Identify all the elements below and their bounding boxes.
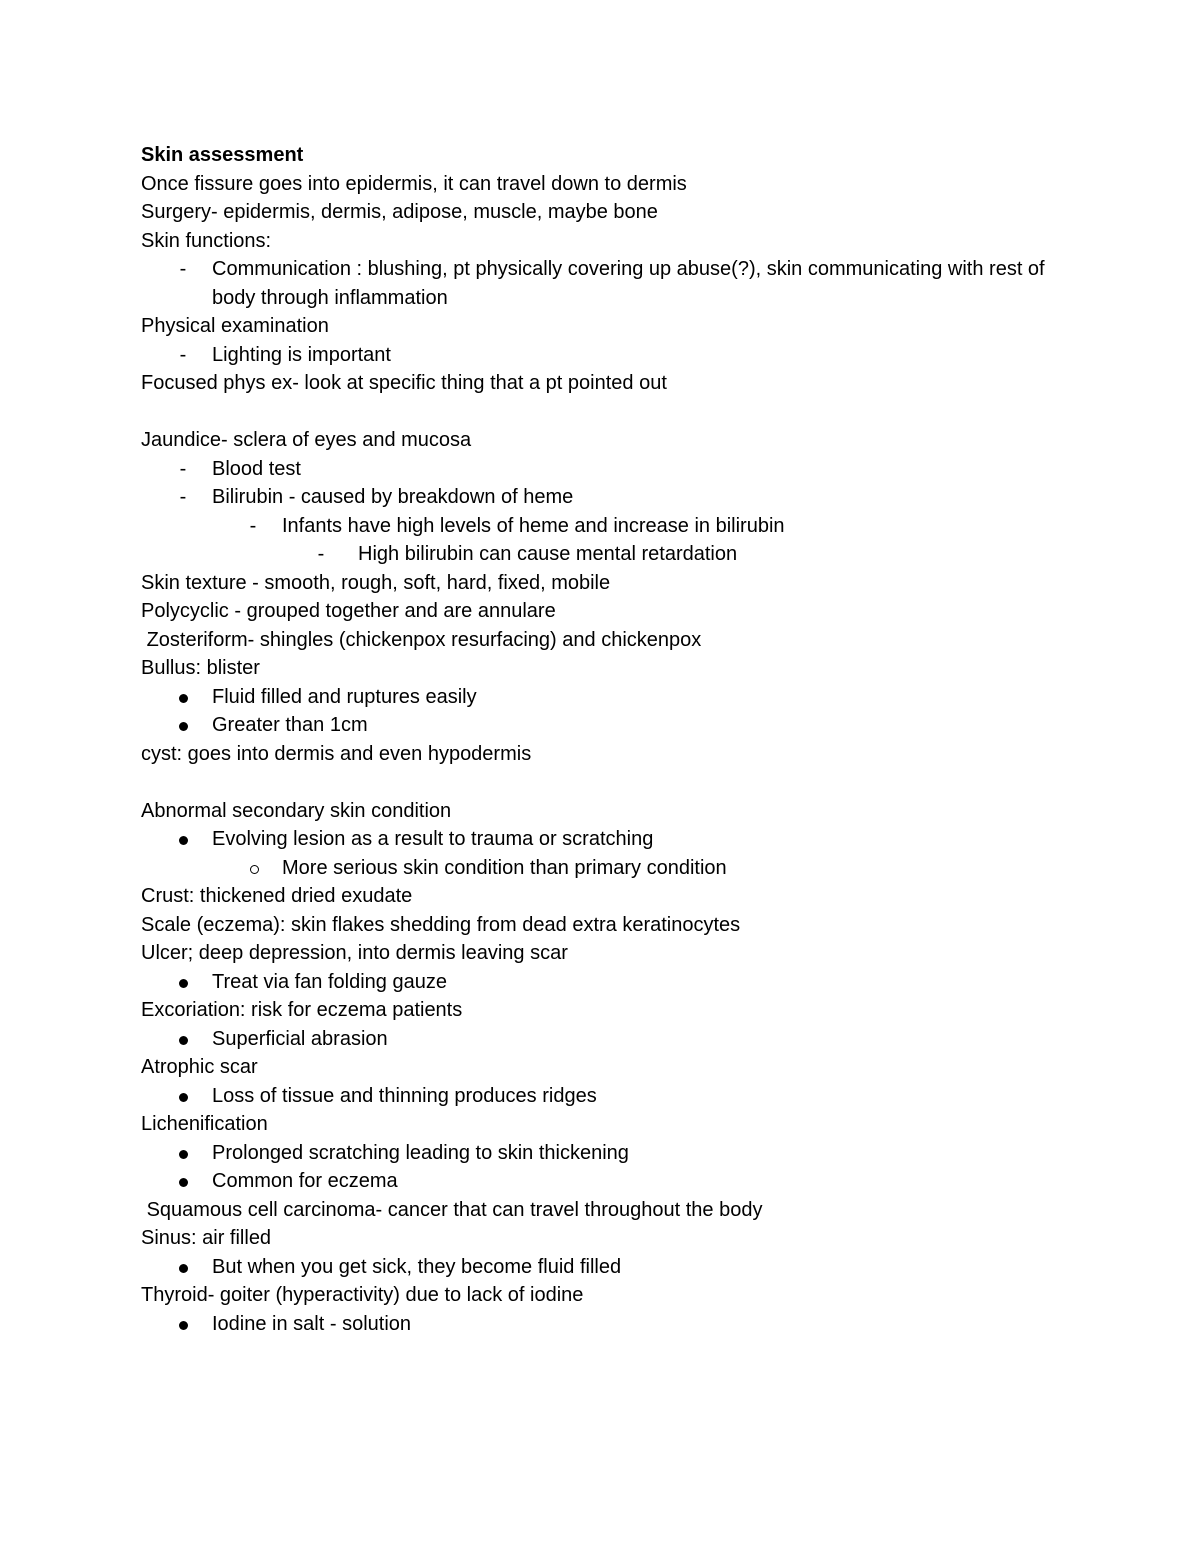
list-item-text: But when you get sick, they become fluid filled bbox=[212, 1255, 622, 1278]
list-item bbox=[141, 683, 1081, 712]
list-item bbox=[141, 1139, 1081, 1168]
text-line: Physical examination bbox=[141, 315, 329, 337]
list-item bbox=[141, 1025, 1081, 1054]
list-item-text: Bilirubin - caused by breakdown of heme bbox=[212, 486, 574, 508]
text-line: Crust: thickened dried exudate bbox=[141, 885, 413, 907]
list-item-text: Loss of tissue and thinning produces ridges bbox=[212, 1084, 597, 1107]
list-item-text: Evolving lesion as a result to trauma or scratching bbox=[212, 828, 654, 850]
list-item-text: High bilirubin can cause mental retardation bbox=[358, 543, 738, 565]
text-line: Polycyclic - grouped together and are annulare bbox=[141, 600, 556, 622]
list-item-text: Superficial abrasion bbox=[212, 1027, 388, 1050]
list-item-text: Blood test bbox=[212, 457, 301, 480]
text-line: Thyroid- goiter (hyperactivity) due to lack of iodine bbox=[141, 1284, 584, 1306]
list-item bbox=[141, 483, 1081, 512]
text-line: Sinus: air filled bbox=[141, 1227, 272, 1249]
list-item bbox=[141, 854, 1081, 883]
bullet-dot-icon bbox=[179, 1093, 188, 1102]
text-line: Focused phys ex- look at specific thing that a pt pointed out bbox=[141, 372, 667, 394]
list-item bbox=[141, 1167, 1081, 1196]
bullet-circle-icon bbox=[250, 865, 259, 874]
list-item bbox=[141, 1310, 1081, 1339]
list-item-text: Lighting is important bbox=[212, 343, 391, 366]
bullet-dot-icon bbox=[179, 694, 188, 703]
dash-marker: - bbox=[317, 543, 325, 565]
bullet-dot-icon bbox=[179, 979, 188, 988]
text-line: Skin texture - smooth, rough, soft, hard, fixed, mobile bbox=[141, 571, 611, 594]
list-item bbox=[141, 540, 1081, 569]
list-item-text: Fluid filled and ruptures easily bbox=[212, 685, 477, 708]
list-item-text: Greater than 1cm bbox=[212, 714, 368, 736]
document-page bbox=[141, 141, 1081, 1338]
list-item bbox=[141, 455, 1081, 484]
bullet-dot-icon bbox=[179, 836, 188, 845]
dash-marker: - bbox=[179, 486, 187, 508]
dash-marker: - bbox=[179, 343, 187, 366]
text-line: Squamous cell carcinoma- cancer that can travel throughout the body bbox=[141, 1198, 763, 1221]
list-item-text: Iodine in salt - solution bbox=[212, 1312, 412, 1335]
list-item-text: Communication : blushing, pt physically covering up abuse(?), skin communicating with rest of body through inflammation bbox=[212, 258, 1045, 309]
list-item bbox=[141, 255, 1081, 312]
text-line: cyst: goes into dermis and even hypodermis bbox=[141, 742, 532, 765]
text-line: Skin functions: bbox=[141, 229, 272, 252]
list-item-text: Treat via fan folding gauze bbox=[212, 970, 447, 993]
list-item bbox=[141, 512, 1081, 541]
text-line: Surgery- epidermis, dermis, adipose, muscle, maybe bone bbox=[141, 201, 658, 223]
bullet-dot-icon bbox=[179, 1150, 188, 1159]
text-line: Abnormal secondary skin condition bbox=[141, 799, 452, 822]
text-line: Lichenification bbox=[141, 1113, 268, 1135]
dash-marker: - bbox=[179, 457, 187, 480]
text-line: Scale (eczema): skin flakes shedding from dead extra keratinocytes bbox=[141, 913, 741, 936]
text-line: Excoriation: risk for eczema patients bbox=[141, 999, 463, 1021]
page-title: Skin assessment bbox=[141, 144, 304, 166]
text-line: Bullus: blister bbox=[141, 657, 260, 679]
blank-line bbox=[141, 768, 1081, 797]
text-line: Jaundice- sclera of eyes and mucosa bbox=[141, 429, 472, 451]
text-line: Ulcer; deep depression, into dermis leaving scar bbox=[141, 942, 568, 964]
text-line: Zosteriform- shingles (chickenpox resurfacing) and chickenpox bbox=[141, 628, 702, 651]
list-item-text: More serious skin condition than primary condition bbox=[282, 856, 727, 879]
list-item bbox=[141, 341, 1081, 370]
text-line: Atrophic scar bbox=[141, 1056, 258, 1078]
text-line: Once fissure goes into epidermis, it can travel down to dermis bbox=[141, 172, 687, 195]
list-item-text: Common for eczema bbox=[212, 1170, 398, 1192]
list-item-text: Infants have high levels of heme and increase in bilirubin bbox=[282, 514, 785, 537]
list-item bbox=[141, 711, 1081, 740]
list-item bbox=[141, 968, 1081, 997]
bullet-dot-icon bbox=[179, 1178, 188, 1187]
bullet-dot-icon bbox=[179, 1321, 188, 1330]
list-item bbox=[141, 1082, 1081, 1111]
dash-marker: - bbox=[179, 258, 187, 280]
list-item bbox=[141, 1253, 1081, 1282]
list-item bbox=[141, 825, 1081, 854]
dash-marker: - bbox=[249, 514, 257, 537]
list-item-text: Prolonged scratching leading to skin thickening bbox=[212, 1141, 629, 1164]
bullet-dot-icon bbox=[179, 1036, 188, 1045]
blank-line bbox=[141, 398, 1081, 427]
bullet-dot-icon bbox=[179, 1264, 188, 1273]
bullet-dot-icon bbox=[179, 722, 188, 731]
